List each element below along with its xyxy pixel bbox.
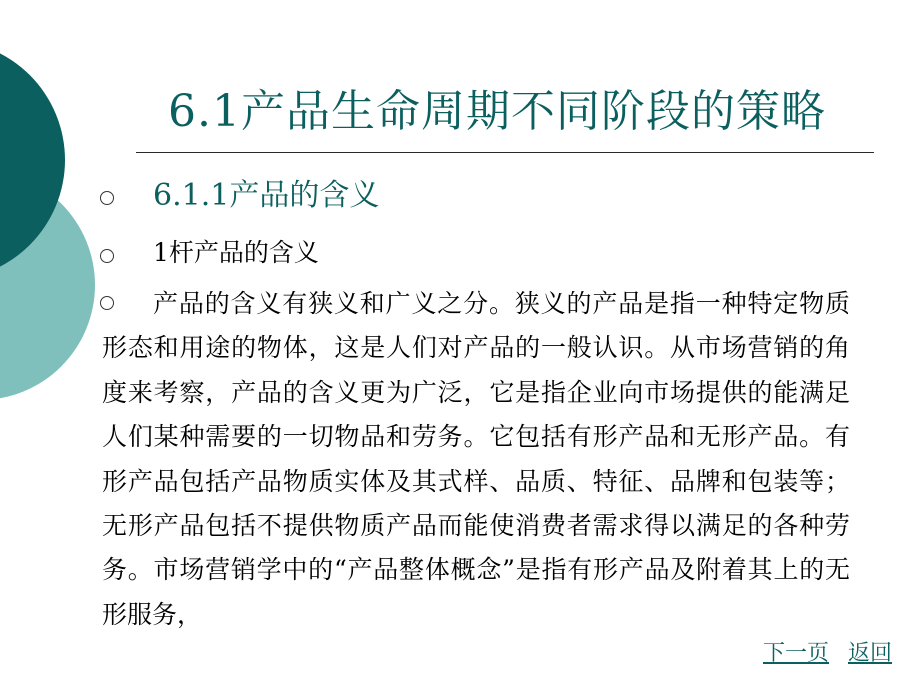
back-link[interactable]: 返回 [848, 641, 893, 666]
definition-paragraph: 产品的含义有狭义和广义之分。狭义的产品是指一种特定物质形态和用途的物体，这是人们对产品的一般认识。从市场营销的角度来考察，产品的含义更为广泛，它是指企业向市场提供的能满足人们某种需要的一切物品和劳务。它包括有形产品和无形产品。有形产品包括产品物质实体及其式样、品质、特征、品牌和包装等；无形产品包括不提供物质产品而能使消费者需求得以满足的各种劳务。市场营销学中的“产品整体概念”是指有形产品及附着其上的无形服务， [102, 289, 850, 629]
hollow-circle-bullet-icon [100, 191, 114, 205]
slide-title: 6.1产品生命周期不同阶段的策略 [168, 86, 826, 137]
title-divider [136, 152, 874, 153]
subheading-line: 1杆产品的含义 [153, 238, 319, 267]
bullet-marker-1 [100, 191, 114, 205]
hollow-circle-bullet-icon [100, 249, 114, 263]
bullet-marker-2 [100, 249, 114, 263]
next-page-link[interactable]: 下一页 [763, 641, 830, 666]
section-heading: 6.1.1产品的含义 [153, 178, 380, 213]
